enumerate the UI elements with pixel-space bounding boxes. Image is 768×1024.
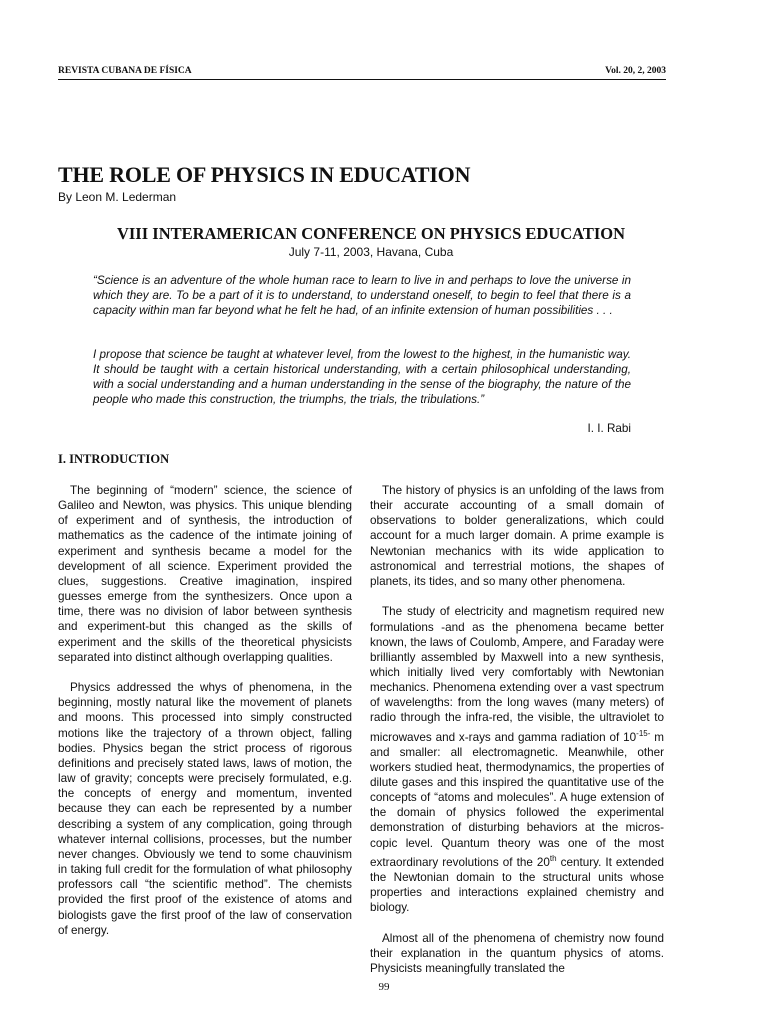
author-byline: By Leon M. Lederman [58,190,177,204]
left-column [58,483,352,938]
article-title: THE ROLE OF PHYSICS IN EDUCATION [58,162,471,187]
page-number: 99 [378,981,390,993]
conference-date: July 7-11, 2003, Havana, Cuba [288,245,454,259]
epigraph-paragraph-2: I propose that science be taught at whatever level, from the lowest to the highest, in the humanistic way. It should be taught with a certain historical understanding, with a certain philosophical understanding, with a social understanding and a human understanding in the sense of the biography, the nature of the people who made this construction, the triumphs, the trials, the tribulations.” [93,348,631,406]
body-paragraph: The history of physics is an unfolding of the laws from their accurate accounting of a small domain of observations to bolder generalizations, which could account for a much larger domain. A prime example is Newtonian mechanics with its wide application to astronomical and terrestrial motions, the shapes of planets, its tides, and so many other phenomena. [370,484,664,588]
body-paragraph: Almost all of the phenomena of chemistry now found their explanation in the quantum physics of atoms. Physicists meaningfully translated the [370,931,664,975]
body-paragraph: Physics addressed the whys of phenomena, in the beginning, mostly natural like the movement of planets and moons. This processed into simply constructed motions like the trajectory of a thrown object, falling bodies. Physics began the strict process of rigorous definitions and precisely stated laws, laws of motion, the law of gravity; concepts were precisely formulated, e.g. the concepts of energy and momentum, invented because they can each be represented by a number describing a system of any complication, going through whatever internal collisions, processes, but the number never changes. Obviously we tend to some chauvinism in taking full credit for the formulation of what philosophy professors call “the scientific method”. The chemists provided the first proof of the existence of atoms and biologists gave the first proof of the law of conservation of energy. [58,681,352,937]
volume-info: Vol. 20, 2, 2003 [605,66,666,76]
body-text: The study of electricity and magnetism required new formulations -and as the phenomena became better known, the laws of Coulomb, Ampere, and Faraday were brilliantly assembled by Maxwell into a new synthesis, which initially lived very comfortably with Newtonian mechanics. Phenomena extending over a vast spectrum of wavelengths: from the long waves (many meters) of radio through the infra-red, the visible, the ultraviolet to microwaves and x-rays and gamma radiation of 10 [370,605,664,744]
running-header [58,66,666,76]
section-heading: I. INTRODUCTION [58,452,170,466]
conference-name: VIII INTERAMERICAN CONFERENCE ON PHYSICS EDUCATION [116,224,626,243]
body-text: century. It extended the Newtonian domain to the structural units whose properties and interactions explained chemistry and biology. [370,855,664,915]
body-paragraph: The beginning of “modern” science, the science of Galileo and Newton, was physics. This unique blending of experiment and of synthesis, the introduction of mathematics as the cadence of the intimate joining of experiment and synthesis became a model for the development of all science. Experiment provided the clues, suggestions. Creative imagination, inspired guesses emerge from the synthesizers. Once upon a time, there was no division of labor between synthesis and experiment-but this changed as the skills of experiment and the skills of the theoretical physicists separated into distinct although overlapping qualities. [58,484,352,664]
ordinal-suffix: th [549,853,557,863]
header-rule [58,79,666,80]
right-column [370,483,664,976]
body-paragraph [370,604,664,915]
body-text: m and smaller: all electromagnetic. Meanwhile, other workers studied heat, thermodynamics, the properties of dilute gases and this inspired the quantitative use of the concepts of “atoms and molecules”. A huge extension of the domain of physics followed the experimental demonstration of disturbing behaviors at the micros-copic level. Quantum theory was one of the most extraordinary revolutions of the 20 [370,730,664,869]
epigraph-attribution: I. I. Rabi [587,422,631,435]
epigraph-paragraph-1: “Science is an adventure of the whole human race to learn to live in and perhaps to love the universe in which they are. To be a part of it is to understand, to understand oneself, to begin to feel that there is a capacity within man far beyond what he felt he had, of an infinite extension of human possibilities . . . [93,274,631,317]
exponent: -15- [636,728,651,738]
journal-name: REVISTA CUBANA DE FÍSICA [58,66,192,76]
